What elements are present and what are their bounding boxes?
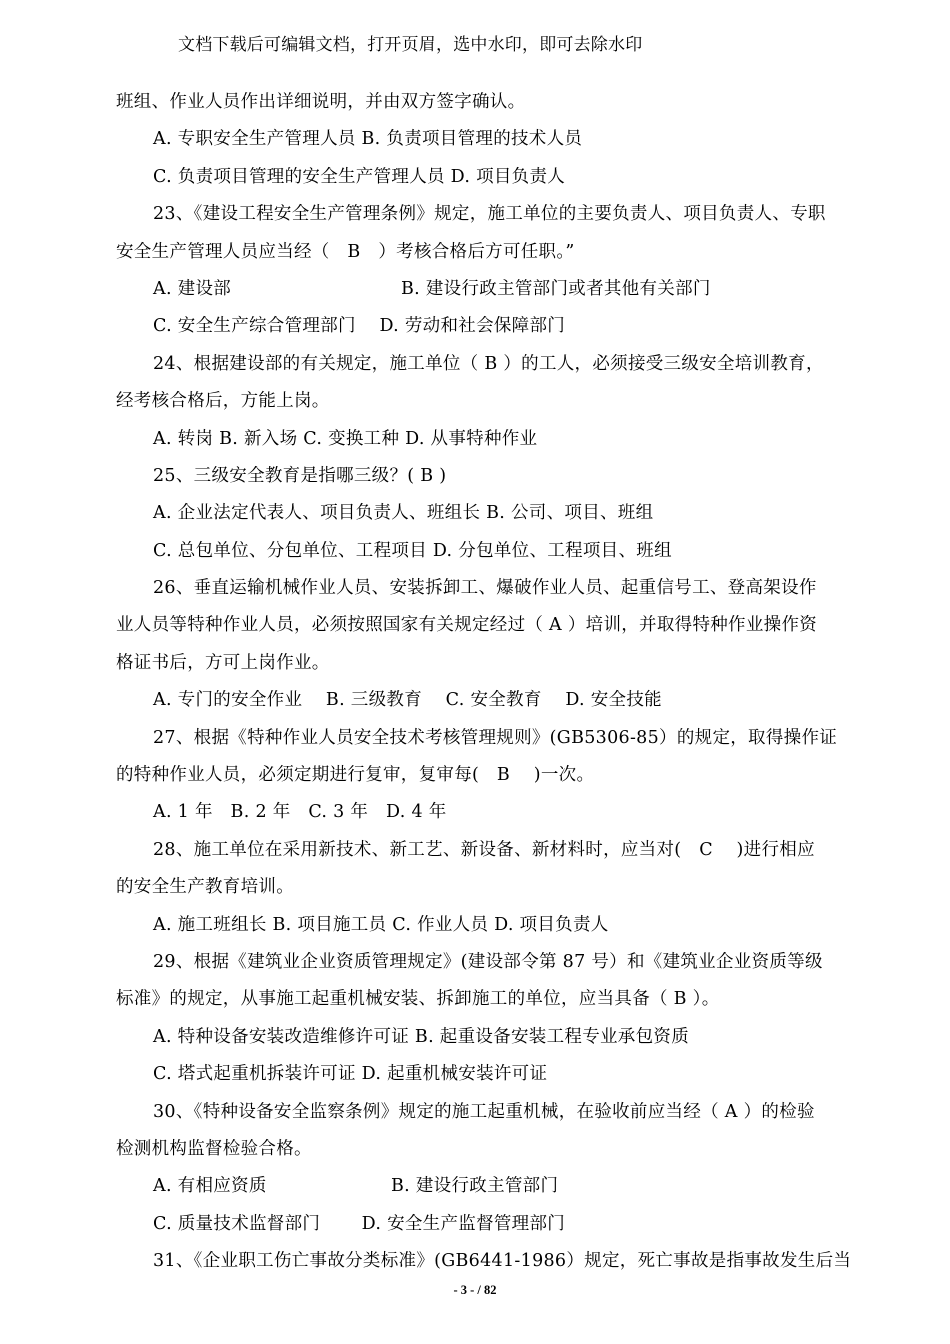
- answer-options-line: C. 总包单位、分包单位、工程项目 D. 分包单位、工程项目、班组: [153, 540, 672, 561]
- answer-options-line: [116, 1168, 872, 1205]
- question-29: 29、根据《建筑业企业资质管理规定》(建设部令第 87 号）和《建筑业企业资质等级: [153, 951, 823, 972]
- question-25: 25、三级安全教育是指哪三级？( B ): [153, 465, 447, 486]
- answer-options-line: C. 塔式起重机拆装许可证 D. 起重机械安装许可证: [153, 1064, 548, 1085]
- question-24: 24、根据建设部的有关规定，施工单位（ B ）的工人，必须接受三级安全培训教育，: [153, 353, 824, 374]
- watermark-header-note: 文档下载后可编辑文档，打开页眉，选中水印，即可去除水印: [178, 35, 643, 55]
- paragraph-line: 的特种作业人员，必须定期进行复审，复审每( B )一次。: [116, 765, 595, 786]
- paragraph-line: 安全生产管理人员应当经（ B ）考核合格后方可任职。”: [116, 241, 575, 262]
- paragraph-line: 经考核合格后，方能上岗。: [116, 391, 330, 412]
- question-26: 26、垂直运输机械作业人员、安装拆卸工、爆破作业人员、起重信号工、登高架设作: [153, 578, 817, 599]
- page-number: - 3 - / 82: [453, 1283, 497, 1297]
- paragraph-line: 的安全生产教育培训。: [116, 877, 294, 898]
- answer-options-line: C. 负责项目管理的安全生产管理人员 D. 项目负责人: [153, 166, 566, 187]
- answer-options-line: C. 安全生产综合管理部门 D. 劳动和社会保障部门: [153, 316, 566, 337]
- paragraph-line: 格证书后，方可上岗作业。: [116, 652, 330, 673]
- question-30: 30、《特种设备安全监察条例》规定的施工起重机械，在验收前应当经（ A ）的检验: [153, 1101, 815, 1122]
- answer-options-line: A. 转岗 B. 新入场 C. 变换工种 D. 从事特种作业: [153, 428, 538, 449]
- question-27: 27、根据《特种作业人员安全技术考核管理规则》(GB5306-85）的规定，取得操作证: [153, 727, 838, 748]
- option-a: A. 有相应资质: [153, 1176, 267, 1197]
- paragraph-line: 检测机构监督检验合格。: [116, 1138, 312, 1159]
- question-31: 31、《企业职工伤亡事故分类标准》(GB6441-1986）规定，死亡事故是指事故发生后当: [153, 1251, 852, 1272]
- answer-options-line: A. 特种设备安装改造维修许可证 B. 起重设备安装工程专业承包资质: [153, 1026, 690, 1047]
- answer-options-line: A. 专门的安全作业 B. 三级教育 C. 安全教育 D. 安全技能: [153, 690, 662, 711]
- option-a: A. 建设部: [153, 278, 232, 299]
- question-23: 23、《建设工程安全生产管理条例》规定，施工单位的主要负责人、项目负责人、专职: [153, 204, 826, 225]
- paragraph-line: 标准》的规定，从事施工起重机械安装、拆卸施工的单位，应当具备（ B ）。: [116, 989, 720, 1010]
- answer-options-line: A. 施工班组长 B. 项目施工员 C. 作业人员 D. 项目负责人: [153, 914, 609, 935]
- document-body: [116, 84, 872, 1281]
- answer-options-line: C. 质量技术监督部门 D. 安全生产监督管理部门: [153, 1213, 566, 1234]
- paragraph-line: 业人员等特种作业人员，必须按照国家有关规定经过（ A ）培训，并取得特种作业操作资: [116, 615, 818, 636]
- question-28: 28、施工单位在采用新技术、新工艺、新设备、新材料时，应当对( C )进行相应: [153, 839, 815, 860]
- option-b: B. 建设行政主管部门或者其他有关部门: [401, 278, 711, 299]
- answer-options-line: A. 1 年 B. 2 年 C. 3 年 D. 4 年: [153, 802, 447, 823]
- paragraph-line: 班组、作业人员作出详细说明，并由双方签字确认。: [116, 92, 526, 112]
- option-b: B. 建设行政主管部门: [391, 1176, 559, 1197]
- answer-options-line: A. 专职安全生产管理人员 B. 负责项目管理的技术人员: [153, 129, 583, 150]
- answer-options-line: A. 企业法定代表人、项目负责人、班组长 B. 公司、项目、班组: [153, 503, 654, 524]
- answer-options-line: [116, 271, 872, 308]
